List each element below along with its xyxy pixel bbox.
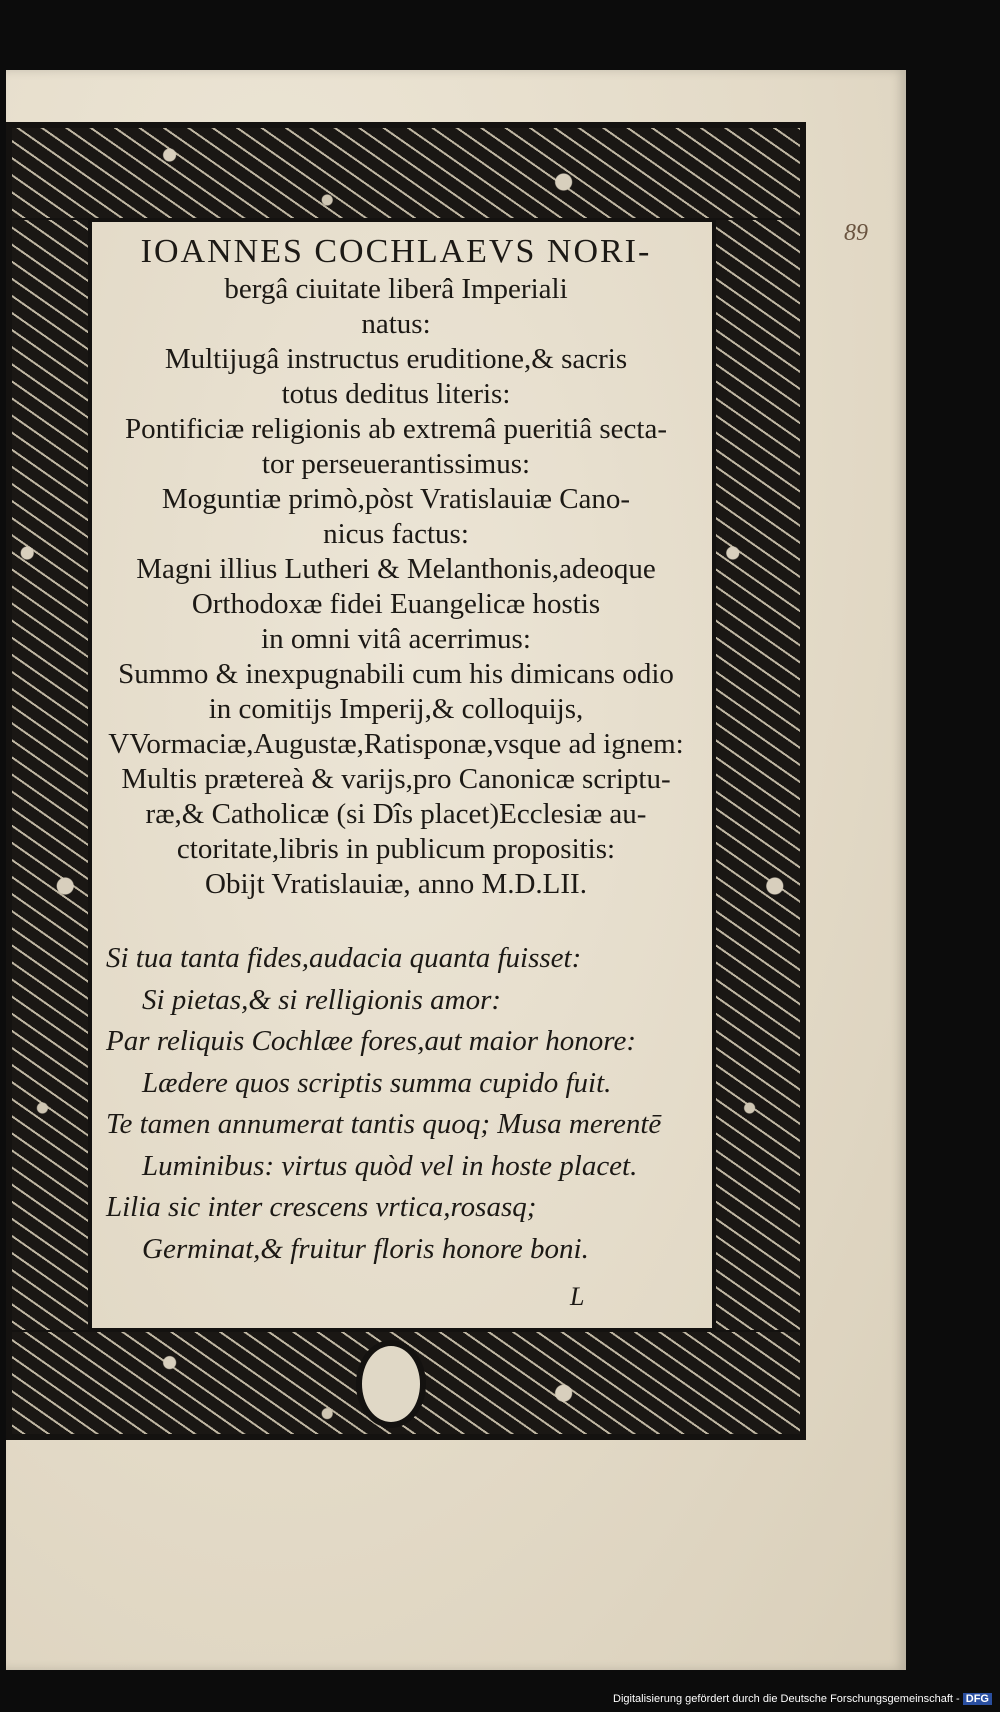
prose-line: Orthodoxæ fidei Euangelicæ hostis: [191, 588, 601, 620]
dfg-logo: DFG: [963, 1693, 992, 1705]
prose-line: bergâ ciuitate liberâ Imperiali: [224, 273, 568, 305]
woodcut-border-right: [716, 220, 800, 1330]
woodcut-border-left: [12, 220, 88, 1330]
epitaph-prose: [86, 232, 706, 902]
poem-line: Luminibus: virtus quòd vel in hoste placet.: [142, 1149, 638, 1182]
prose-line: totus deditus literis:: [281, 378, 511, 410]
credit-text: Digitalisierung gefördert durch die Deutsche Forschungsgemeinschaft -: [613, 1693, 960, 1705]
epigram-poem: [106, 938, 706, 1270]
prose-line: natus:: [361, 308, 431, 340]
poem-line: Lilia sic inter crescens vrtica,rosasq;: [106, 1191, 537, 1223]
prose-line: Summo & inexpugnabili cum his dimicans odio: [118, 658, 674, 690]
woodcut-border-top: [12, 128, 800, 218]
poem-line: Germinat,& fruitur floris honore boni.: [142, 1232, 589, 1265]
poem-line: Si tua tanta fides,audacia quanta fuisset:: [106, 942, 582, 974]
cartouche-ornament: [356, 1340, 426, 1428]
digitization-credit: [613, 1693, 992, 1705]
prose-line: Moguntiæ primò,pòst Vratislauiæ Cano-: [161, 483, 631, 515]
prose-line: ctoritate,libris in publicum propositis:: [176, 833, 616, 865]
poem-line: Lædere quos scriptis summa cupido fuit.: [142, 1066, 612, 1099]
poem-line: Par reliquis Cochlæe fores,aut maior honore:: [106, 1025, 637, 1057]
prose-line: Magni illius Lutheri & Melanthonis,adeoque: [136, 553, 656, 585]
prose-line: VVormaciæ,Augustæ,Ratisponæ,vsque ad ignem:: [108, 728, 684, 760]
prose-line: Multijugâ instructus eruditione,& sacris: [164, 343, 628, 375]
prose-line: ræ,& Catholicæ (si Dîs placet)Ecclesiæ au-: [145, 798, 647, 830]
heading-line: IOANNES COCHLAEVS NORI-: [140, 233, 652, 270]
prose-line: Pontificiæ religionis ab extremâ pueritiâ secta-: [125, 413, 667, 445]
prose-line: tor perseuerantissimus:: [261, 448, 531, 480]
prose-line: in comitijs Imperij,& colloquijs,: [208, 693, 584, 725]
folio-number: 89: [844, 220, 868, 246]
prose-line: in omni vitâ acerrimus:: [261, 623, 531, 655]
poem-line: Si pietas,& si relligionis amor:: [142, 983, 502, 1016]
poem-line: Te tamen annumerat tantis quoq; Musa merentē: [106, 1108, 662, 1140]
prose-line: Obijt Vratislauiæ, anno M.D.LII.: [205, 868, 587, 900]
signature-mark: L: [570, 1282, 585, 1311]
prose-line: Multis prætereà & varijs,pro Canonicæ scriptu-: [121, 763, 671, 795]
prose-line: nicus factus:: [323, 518, 469, 550]
